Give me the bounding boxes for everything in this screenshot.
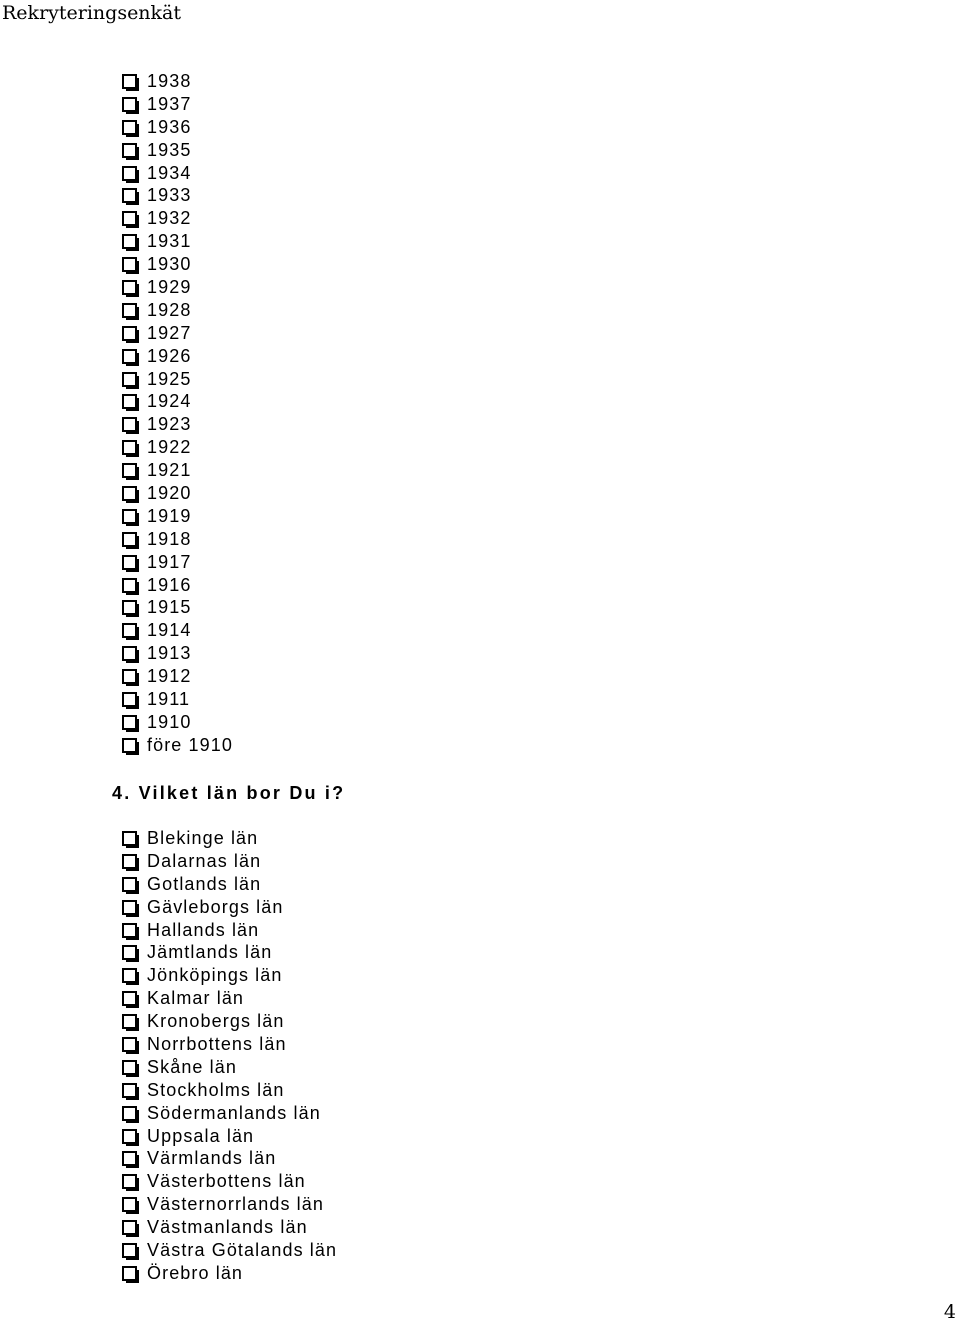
birth-year-option[interactable] xyxy=(122,505,233,528)
option-label: 1911 xyxy=(147,688,191,709)
checkbox-icon[interactable] xyxy=(122,463,137,478)
checkbox-icon[interactable] xyxy=(122,143,137,158)
checkbox-icon[interactable] xyxy=(122,417,137,432)
county-option[interactable] xyxy=(122,1102,337,1125)
option-label: 1924 xyxy=(147,391,192,412)
checkbox-icon[interactable] xyxy=(122,900,137,915)
birth-year-option[interactable] xyxy=(122,116,233,139)
option-label: 1932 xyxy=(147,208,192,229)
checkbox-icon[interactable] xyxy=(122,669,137,684)
birth-year-option[interactable] xyxy=(122,345,233,368)
birth-year-option[interactable] xyxy=(122,70,233,93)
county-option[interactable] xyxy=(122,1056,337,1079)
birth-year-options xyxy=(122,70,233,757)
birth-year-option[interactable] xyxy=(122,139,233,162)
checkbox-icon[interactable] xyxy=(122,646,137,661)
checkbox-icon[interactable] xyxy=(122,188,137,203)
option-label: 1927 xyxy=(147,322,192,343)
option-label: Jönköpings län xyxy=(147,965,283,986)
checkbox-icon[interactable] xyxy=(122,623,137,638)
birth-year-option[interactable] xyxy=(122,184,233,207)
birth-year-option[interactable] xyxy=(122,162,233,185)
checkbox-icon[interactable] xyxy=(122,923,137,938)
birth-year-option[interactable] xyxy=(122,368,233,391)
checkbox-icon[interactable] xyxy=(122,968,137,983)
county-option[interactable] xyxy=(122,1033,337,1056)
option-label: Örebro län xyxy=(147,1262,244,1283)
option-label: 1925 xyxy=(147,368,192,389)
birth-year-option[interactable] xyxy=(122,207,233,230)
checkbox-icon[interactable] xyxy=(122,715,137,730)
checkbox-icon[interactable] xyxy=(122,854,137,869)
county-option[interactable] xyxy=(122,1010,337,1033)
birth-year-option[interactable] xyxy=(122,413,233,436)
checkbox-icon[interactable] xyxy=(122,1174,137,1189)
page-number: 4 xyxy=(943,1301,956,1323)
checkbox-icon[interactable] xyxy=(122,555,137,570)
birth-year-option[interactable] xyxy=(122,322,233,345)
county-option[interactable] xyxy=(122,1147,337,1170)
checkbox-icon[interactable] xyxy=(122,692,137,707)
option-label: Västerbottens län xyxy=(147,1171,306,1192)
county-option[interactable] xyxy=(122,896,337,919)
checkbox-icon[interactable] xyxy=(122,394,137,409)
county-options xyxy=(122,827,337,1285)
birth-year-option[interactable] xyxy=(122,230,233,253)
option-label: 1920 xyxy=(147,482,192,503)
option-label: 1923 xyxy=(147,414,192,435)
checkbox-icon[interactable] xyxy=(122,349,137,364)
checkbox-icon[interactable] xyxy=(122,600,137,615)
birth-year-option[interactable] xyxy=(122,642,233,665)
option-label: 1938 xyxy=(147,70,192,91)
checkbox-icon[interactable] xyxy=(122,97,137,112)
checkbox-icon[interactable] xyxy=(122,166,137,181)
checkbox-icon[interactable] xyxy=(122,440,137,455)
option-label: 1935 xyxy=(147,139,192,160)
checkbox-icon[interactable] xyxy=(122,372,137,387)
option-label: 1912 xyxy=(147,666,192,687)
option-label: 1937 xyxy=(147,93,192,114)
county-option[interactable] xyxy=(122,1193,337,1216)
county-option[interactable] xyxy=(122,964,337,987)
option-label: 1918 xyxy=(147,528,192,549)
checkbox-icon[interactable] xyxy=(122,1106,137,1121)
checkbox-icon[interactable] xyxy=(122,280,137,295)
option-label: Hallands län xyxy=(147,919,260,940)
birth-year-option[interactable] xyxy=(122,93,233,116)
birth-year-option[interactable] xyxy=(122,299,233,322)
birth-year-option[interactable] xyxy=(122,436,233,459)
option-label: 1917 xyxy=(147,551,192,572)
checkbox-icon[interactable] xyxy=(122,1151,137,1166)
option-label: Stockholms län xyxy=(147,1079,285,1100)
checkbox-icon[interactable] xyxy=(122,1243,137,1258)
county-option[interactable] xyxy=(122,1170,337,1193)
option-label: 1929 xyxy=(147,276,192,297)
checkbox-icon[interactable] xyxy=(122,831,137,846)
option-label: 1910 xyxy=(147,711,192,732)
county-option[interactable] xyxy=(122,1239,337,1262)
checkbox-icon[interactable] xyxy=(122,991,137,1006)
checkbox-icon[interactable] xyxy=(122,1083,137,1098)
option-label: 1916 xyxy=(147,574,192,595)
county-option[interactable] xyxy=(122,1262,337,1285)
option-label: 1936 xyxy=(147,116,192,137)
checkbox-icon[interactable] xyxy=(122,257,137,272)
checkbox-icon[interactable] xyxy=(122,326,137,341)
option-label: Södermanlands län xyxy=(147,1102,321,1123)
birth-year-option[interactable] xyxy=(122,276,233,299)
option-label: Västmanlands län xyxy=(147,1217,308,1238)
checkbox-icon[interactable] xyxy=(122,211,137,226)
option-label: Västra Götalands län xyxy=(147,1239,338,1260)
checkbox-icon[interactable] xyxy=(122,303,137,318)
option-label: Skåne län xyxy=(147,1056,237,1077)
checkbox-icon[interactable] xyxy=(122,509,137,524)
birth-year-option[interactable] xyxy=(122,665,233,688)
option-label: 1933 xyxy=(147,185,192,206)
checkbox-icon[interactable] xyxy=(122,532,137,547)
checkbox-icon[interactable] xyxy=(122,877,137,892)
birth-year-option[interactable] xyxy=(122,528,233,551)
county-option[interactable] xyxy=(122,1079,337,1102)
birth-year-option[interactable] xyxy=(122,551,233,574)
checkbox-icon[interactable] xyxy=(122,1060,137,1075)
option-label: Värmlands län xyxy=(147,1148,277,1169)
option-label: 1915 xyxy=(147,597,192,618)
checkbox-icon[interactable] xyxy=(122,945,137,960)
option-label: 1921 xyxy=(147,460,192,481)
county-option[interactable] xyxy=(122,941,337,964)
county-option[interactable] xyxy=(122,919,337,942)
option-label: Jämtlands län xyxy=(147,942,273,963)
county-option[interactable] xyxy=(122,1216,337,1239)
option-label: Gotlands län xyxy=(147,873,262,894)
birth-year-option[interactable] xyxy=(122,711,233,734)
option-label: Uppsala län xyxy=(147,1125,255,1146)
option-label: Norrbottens län xyxy=(147,1033,287,1054)
option-label: 1930 xyxy=(147,254,192,275)
county-option[interactable] xyxy=(122,850,337,873)
checkbox-icon[interactable] xyxy=(122,1037,137,1052)
checkbox-icon[interactable] xyxy=(122,1220,137,1235)
option-label: 1934 xyxy=(147,162,192,183)
option-label: Gävleborgs län xyxy=(147,896,284,917)
option-label: 1913 xyxy=(147,643,192,664)
county-option[interactable] xyxy=(122,827,337,850)
checkbox-icon[interactable] xyxy=(122,1014,137,1029)
option-label: 1926 xyxy=(147,345,192,366)
option-label: Dalarnas län xyxy=(147,850,262,871)
option-label: 1928 xyxy=(147,299,192,320)
option-label: före 1910 xyxy=(147,734,233,755)
checkbox-icon[interactable] xyxy=(122,486,137,501)
county-option[interactable] xyxy=(122,987,337,1010)
checkbox-icon[interactable] xyxy=(122,120,137,135)
document-title: Rekryteringsenkät xyxy=(2,2,182,24)
birth-year-option[interactable] xyxy=(122,459,233,482)
birth-year-option[interactable] xyxy=(122,482,233,505)
checkbox-icon[interactable] xyxy=(122,738,137,753)
birth-year-option[interactable] xyxy=(122,734,233,757)
checkbox-icon[interactable] xyxy=(122,578,137,593)
county-option[interactable] xyxy=(122,873,337,896)
birth-year-option[interactable] xyxy=(122,596,233,619)
option-label: 1922 xyxy=(147,437,192,458)
option-label: 1931 xyxy=(147,231,192,252)
birth-year-option[interactable] xyxy=(122,688,233,711)
option-label: Blekinge län xyxy=(147,827,259,848)
checkbox-icon[interactable] xyxy=(122,74,137,89)
checkbox-icon[interactable] xyxy=(122,1129,137,1144)
checkbox-icon[interactable] xyxy=(122,234,137,249)
option-label: 1919 xyxy=(147,505,192,526)
birth-year-option[interactable] xyxy=(122,574,233,597)
birth-year-option[interactable] xyxy=(122,253,233,276)
birth-year-option[interactable] xyxy=(122,619,233,642)
birth-year-option[interactable] xyxy=(122,390,233,413)
county-option[interactable] xyxy=(122,1125,337,1148)
checkbox-icon[interactable] xyxy=(122,1197,137,1212)
option-label: Kalmar län xyxy=(147,988,245,1009)
option-label: Kronobergs län xyxy=(147,1011,285,1032)
option-label: Västernorrlands län xyxy=(147,1194,324,1215)
checkbox-icon[interactable] xyxy=(122,1266,137,1281)
option-label: 1914 xyxy=(147,620,192,641)
question-4-heading: 4. Vilket län bor Du i? xyxy=(112,783,346,803)
